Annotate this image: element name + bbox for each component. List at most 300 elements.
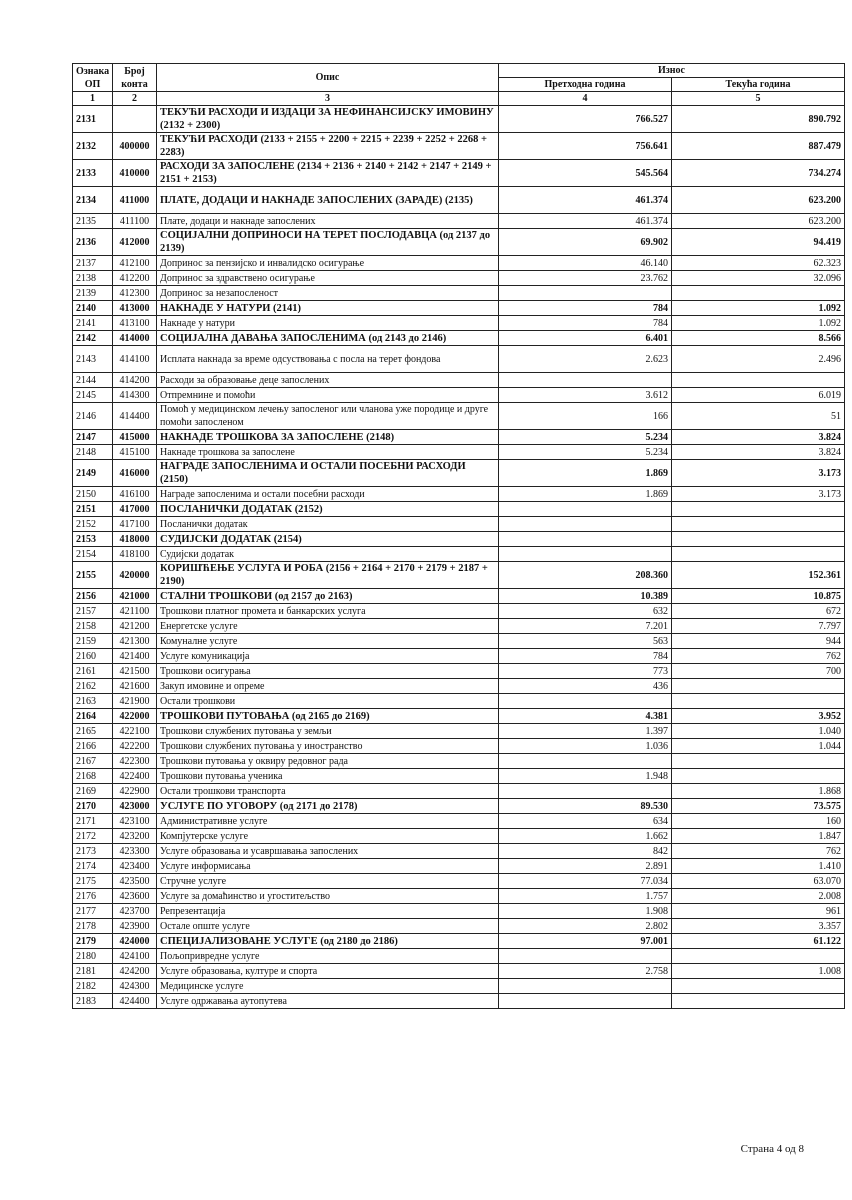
row-description: ТЕКУЋИ РАСХОДИ (2133 + 2155 + 2200 + 2215 + 2239 + 2252 + 2268 + 2283) [157,133,499,160]
row-account-number: 424000 [113,934,157,949]
header-account: Број конта [113,64,157,92]
row-description: Остале опште услуге [157,919,499,934]
row-previous-year-amount: 7.201 [499,619,672,634]
row-op-code: 2149 [73,460,113,487]
row-previous-year-amount: 5.234 [499,445,672,460]
balance-sheet [72,63,844,1009]
row-current-year-amount [672,979,845,994]
row-current-year-amount: 73.575 [672,799,845,814]
row-description: Услуге за домаћинство и угоститељство [157,889,499,904]
row-description: Услуге комуникација [157,649,499,664]
table-row [73,679,845,694]
row-current-year-amount [672,949,845,964]
row-account-number: 414200 [113,373,157,388]
table-row [73,388,845,403]
row-op-code: 2159 [73,634,113,649]
row-account-number: 413000 [113,301,157,316]
row-account-number: 414400 [113,403,157,430]
row-previous-year-amount: 1.908 [499,904,672,919]
row-op-code: 2178 [73,919,113,934]
row-previous-year-amount: 2.758 [499,964,672,979]
table-row [73,187,845,214]
table-row [73,604,845,619]
row-description: Помоћ у медицинском лечењу запосленог или чланова уже породице и друге помоћи запосленом [157,403,499,430]
row-op-code: 2138 [73,271,113,286]
row-op-code: 2176 [73,889,113,904]
row-op-code: 2170 [73,799,113,814]
table-row [73,784,845,799]
row-account-number: 412200 [113,271,157,286]
row-account-number: 423200 [113,829,157,844]
row-op-code: 2152 [73,517,113,532]
table-row [73,754,845,769]
row-account-number: 417000 [113,502,157,517]
row-current-year-amount: 8.566 [672,331,845,346]
row-op-code: 2165 [73,724,113,739]
table-row [73,889,845,904]
row-op-code: 2137 [73,256,113,271]
row-account-number: 421200 [113,619,157,634]
header-op: Ознака ОП [73,64,113,92]
table-row [73,979,845,994]
table-row [73,214,845,229]
row-description: Допринос за незапосленост [157,286,499,301]
row-op-code: 2154 [73,547,113,562]
row-current-year-amount: 94.419 [672,229,845,256]
row-description: Расходи за образовање деце запослених [157,373,499,388]
row-description: Трошкови платног промета и банкарских услуга [157,604,499,619]
row-current-year-amount: 10.875 [672,589,845,604]
row-current-year-amount [672,532,845,547]
row-account-number: 417100 [113,517,157,532]
row-previous-year-amount: 773 [499,664,672,679]
row-current-year-amount: 762 [672,649,845,664]
row-current-year-amount: 3.173 [672,460,845,487]
row-account-number: 414300 [113,388,157,403]
row-current-year-amount: 734.274 [672,160,845,187]
table-row [73,589,845,604]
row-op-code: 2143 [73,346,113,373]
row-op-code: 2134 [73,187,113,214]
table-row [73,769,845,784]
table-row [73,517,845,532]
row-op-code: 2156 [73,589,113,604]
row-current-year-amount [672,754,845,769]
row-current-year-amount: 700 [672,664,845,679]
row-description: ТРОШКОВИ ПУТОВАЊА (од 2165 до 2169) [157,709,499,724]
row-account-number [113,106,157,133]
row-op-code: 2182 [73,979,113,994]
row-op-code: 2151 [73,502,113,517]
row-op-code: 2145 [73,388,113,403]
row-current-year-amount: 762 [672,844,845,859]
row-previous-year-amount: 77.034 [499,874,672,889]
row-account-number: 423700 [113,904,157,919]
row-description: Отпремнине и помоћи [157,388,499,403]
row-op-code: 2132 [73,133,113,160]
row-account-number: 413100 [113,316,157,331]
row-account-number: 421000 [113,589,157,604]
table-row [73,160,845,187]
table-row [73,532,845,547]
row-description: КОРИШЋЕЊЕ УСЛУГА И РОБА (2156 + 2164 + 2170 + 2179 + 2187 + 2190) [157,562,499,589]
row-op-code: 2150 [73,487,113,502]
row-description: СТАЛНИ ТРОШКОВИ (од 2157 до 2163) [157,589,499,604]
row-previous-year-amount [499,784,672,799]
row-current-year-amount: 1.040 [672,724,845,739]
row-op-code: 2157 [73,604,113,619]
row-op-code: 2169 [73,784,113,799]
row-previous-year-amount: 89.530 [499,799,672,814]
row-account-number: 423000 [113,799,157,814]
row-current-year-amount: 890.792 [672,106,845,133]
table-row [73,301,845,316]
row-previous-year-amount [499,547,672,562]
row-description: Компјутерске услуге [157,829,499,844]
table-row [73,904,845,919]
table-row [73,133,845,160]
row-description: Административне услуге [157,814,499,829]
row-op-code: 2163 [73,694,113,709]
row-op-code: 2183 [73,994,113,1009]
row-previous-year-amount: 436 [499,679,672,694]
row-previous-year-amount: 2.891 [499,859,672,874]
row-current-year-amount: 1.410 [672,859,845,874]
row-previous-year-amount: 842 [499,844,672,859]
row-description: Услуге образовања, културе и спорта [157,964,499,979]
row-description: Остали трошкови [157,694,499,709]
header-current-year: Текућа година [672,78,845,92]
row-description: ПЛАТЕ, ДОДАЦИ И НАКНАДЕ ЗАПОСЛЕНИХ (ЗАРАДЕ) (2135) [157,187,499,214]
row-current-year-amount: 1.092 [672,316,845,331]
row-op-code: 2147 [73,430,113,445]
row-previous-year-amount [499,532,672,547]
table-row [73,373,845,388]
row-previous-year-amount [499,694,672,709]
row-current-year-amount [672,373,845,388]
row-description: Медицинске услуге [157,979,499,994]
row-op-code: 2180 [73,949,113,964]
row-previous-year-amount: 784 [499,316,672,331]
row-op-code: 2177 [73,904,113,919]
row-current-year-amount: 61.122 [672,934,845,949]
expenses-table [72,63,845,1009]
row-previous-year-amount: 5.234 [499,430,672,445]
row-current-year-amount [672,502,845,517]
row-current-year-amount: 3.357 [672,919,845,934]
row-description: Допринос за пензијско и инвалидско осигурање [157,256,499,271]
row-op-code: 2171 [73,814,113,829]
table-row [73,949,845,964]
row-previous-year-amount: 461.374 [499,187,672,214]
row-description: Енергетске услуге [157,619,499,634]
table-row [73,829,845,844]
row-current-year-amount [672,769,845,784]
row-description: Исплата накнада за време одсуствовања с посла на терет фондова [157,346,499,373]
row-previous-year-amount [499,949,672,964]
row-op-code: 2140 [73,301,113,316]
row-description: Допринос за здравствено осигурање [157,271,499,286]
row-op-code: 2175 [73,874,113,889]
row-description: Стручне услуге [157,874,499,889]
row-previous-year-amount: 97.001 [499,934,672,949]
row-op-code: 2133 [73,160,113,187]
row-account-number: 410000 [113,160,157,187]
row-current-year-amount [672,286,845,301]
table-row [73,859,845,874]
table-row [73,634,845,649]
row-previous-year-amount: 1.869 [499,487,672,502]
row-account-number: 422000 [113,709,157,724]
row-account-number: 422900 [113,784,157,799]
row-op-code: 2158 [73,619,113,634]
table-row [73,562,845,589]
row-account-number: 422400 [113,769,157,784]
row-previous-year-amount: 69.902 [499,229,672,256]
table-row [73,724,845,739]
row-op-code: 2166 [73,739,113,754]
column-number-5: 5 [672,92,845,106]
row-current-year-amount: 32.096 [672,271,845,286]
row-account-number: 423900 [113,919,157,934]
table-row [73,649,845,664]
row-current-year-amount: 152.361 [672,562,845,589]
row-op-code: 2153 [73,532,113,547]
row-account-number: 421400 [113,649,157,664]
header-amount: Износ [499,64,845,78]
row-op-code: 2179 [73,934,113,949]
row-account-number: 415100 [113,445,157,460]
row-account-number: 418100 [113,547,157,562]
row-current-year-amount: 887.479 [672,133,845,160]
row-account-number: 416000 [113,460,157,487]
row-current-year-amount: 51 [672,403,845,430]
row-account-number: 411000 [113,187,157,214]
row-description: Трошкови службених путовања у земљи [157,724,499,739]
row-op-code: 2173 [73,844,113,859]
table-row [73,106,845,133]
table-row [73,286,845,301]
row-description: Комуналне услуге [157,634,499,649]
row-previous-year-amount: 166 [499,403,672,430]
row-previous-year-amount: 545.564 [499,160,672,187]
row-previous-year-amount [499,373,672,388]
row-current-year-amount: 6.019 [672,388,845,403]
row-previous-year-amount: 1.662 [499,829,672,844]
row-previous-year-amount: 1.036 [499,739,672,754]
row-account-number: 421100 [113,604,157,619]
table-row [73,430,845,445]
row-description: Пољопривредне услуге [157,949,499,964]
row-description: Посланички додатак [157,517,499,532]
table-row [73,502,845,517]
row-previous-year-amount [499,994,672,1009]
row-current-year-amount: 2.008 [672,889,845,904]
row-current-year-amount [672,517,845,532]
row-previous-year-amount: 23.762 [499,271,672,286]
row-account-number: 423500 [113,874,157,889]
row-description: Трошкови путовања у оквиру редовног рада [157,754,499,769]
table-row [73,799,845,814]
row-description: Услуге одржавања аутопутева [157,994,499,1009]
row-previous-year-amount: 3.612 [499,388,672,403]
row-account-number: 421300 [113,634,157,649]
row-current-year-amount: 3.173 [672,487,845,502]
row-current-year-amount: 672 [672,604,845,619]
table-row [73,994,845,1009]
row-account-number: 422100 [113,724,157,739]
row-account-number: 412000 [113,229,157,256]
row-description: ТЕКУЋИ РАСХОДИ И ИЗДАЦИ ЗА НЕФИНАНСИЈСКУ ИМОВИНУ (2132 + 2300) [157,106,499,133]
table-row [73,919,845,934]
table-row [73,256,845,271]
row-op-code: 2142 [73,331,113,346]
row-account-number: 414000 [113,331,157,346]
row-op-code: 2139 [73,286,113,301]
row-previous-year-amount: 766.527 [499,106,672,133]
row-current-year-amount: 961 [672,904,845,919]
row-current-year-amount: 160 [672,814,845,829]
row-current-year-amount [672,994,845,1009]
row-previous-year-amount [499,502,672,517]
row-previous-year-amount: 461.374 [499,214,672,229]
table-row [73,709,845,724]
row-account-number: 422300 [113,754,157,769]
table-row [73,694,845,709]
row-account-number: 423600 [113,889,157,904]
row-op-code: 2161 [73,664,113,679]
row-current-year-amount: 3.952 [672,709,845,724]
row-account-number: 421600 [113,679,157,694]
row-op-code: 2131 [73,106,113,133]
row-previous-year-amount: 1.948 [499,769,672,784]
row-op-code: 2160 [73,649,113,664]
row-current-year-amount [672,679,845,694]
row-description: РАСХОДИ ЗА ЗАПОСЛЕНЕ (2134 + 2136 + 2140 + 2142 + 2147 + 2149 + 2151 + 2153) [157,160,499,187]
row-op-code: 2181 [73,964,113,979]
row-op-code: 2135 [73,214,113,229]
table-row [73,619,845,634]
row-description: Трошкови путовања ученика [157,769,499,784]
table-row [73,934,845,949]
row-previous-year-amount: 1.869 [499,460,672,487]
row-current-year-amount: 1.008 [672,964,845,979]
row-previous-year-amount: 6.401 [499,331,672,346]
row-previous-year-amount: 756.641 [499,133,672,160]
row-description: Услуге образовања и усавршавања запослених [157,844,499,859]
row-current-year-amount: 3.824 [672,445,845,460]
row-account-number: 412100 [113,256,157,271]
column-number-1: 1 [73,92,113,106]
table-row [73,403,845,430]
row-previous-year-amount: 208.360 [499,562,672,589]
table-row [73,664,845,679]
row-current-year-amount: 1.092 [672,301,845,316]
row-previous-year-amount [499,286,672,301]
table-row [73,739,845,754]
row-account-number: 421500 [113,664,157,679]
row-description: Накнаде у натури [157,316,499,331]
row-description: СОЦИЈАЛНИ ДОПРИНОСИ НА ТЕРЕТ ПОСЛОДАВЦА (од 2137 до 2139) [157,229,499,256]
table-row [73,445,845,460]
row-account-number: 424200 [113,964,157,979]
row-previous-year-amount: 4.381 [499,709,672,724]
row-previous-year-amount [499,754,672,769]
row-description: Услуге информисања [157,859,499,874]
row-description: Плате, додаци и накнаде запослених [157,214,499,229]
row-current-year-amount: 1.847 [672,829,845,844]
table-row [73,346,845,373]
table-row [73,547,845,562]
row-op-code: 2146 [73,403,113,430]
row-previous-year-amount: 1.757 [499,889,672,904]
row-current-year-amount: 3.824 [672,430,845,445]
row-account-number: 420000 [113,562,157,589]
row-account-number: 423400 [113,859,157,874]
row-current-year-amount: 63.070 [672,874,845,889]
row-account-number: 400000 [113,133,157,160]
row-description: Накнаде трошкова за запослене [157,445,499,460]
row-op-code: 2167 [73,754,113,769]
row-description: Трошкови службених путовања у иностранство [157,739,499,754]
row-account-number: 424300 [113,979,157,994]
row-current-year-amount [672,694,845,709]
row-previous-year-amount [499,517,672,532]
header-previous-year: Претходна година [499,78,672,92]
table-row [73,814,845,829]
row-current-year-amount: 62.323 [672,256,845,271]
row-previous-year-amount [499,979,672,994]
table-row [73,331,845,346]
column-number-4: 4 [499,92,672,106]
row-op-code: 2172 [73,829,113,844]
row-account-number: 424400 [113,994,157,1009]
row-description: Трошкови осигурања [157,664,499,679]
row-previous-year-amount: 784 [499,649,672,664]
table-row [73,316,845,331]
row-account-number: 418000 [113,532,157,547]
row-op-code: 2148 [73,445,113,460]
row-op-code: 2136 [73,229,113,256]
row-account-number: 423100 [113,814,157,829]
row-op-code: 2155 [73,562,113,589]
table-row [73,229,845,256]
header-description: Опис [157,64,499,92]
row-op-code: 2141 [73,316,113,331]
row-current-year-amount: 623.200 [672,214,845,229]
row-account-number: 424100 [113,949,157,964]
row-description: УСЛУГЕ ПО УГОВОРУ (од 2171 до 2178) [157,799,499,814]
row-op-code: 2168 [73,769,113,784]
row-previous-year-amount: 632 [499,604,672,619]
table-row [73,487,845,502]
row-previous-year-amount: 46.140 [499,256,672,271]
table-row [73,271,845,286]
row-account-number: 411100 [113,214,157,229]
row-account-number: 421900 [113,694,157,709]
table-row [73,874,845,889]
row-description: НАКНАДЕ У НАТУРИ (2141) [157,301,499,316]
row-op-code: 2144 [73,373,113,388]
row-account-number: 415000 [113,430,157,445]
row-account-number: 412300 [113,286,157,301]
row-description: ПОСЛАНИЧКИ ДОДАТАК (2152) [157,502,499,517]
row-previous-year-amount: 2.623 [499,346,672,373]
row-previous-year-amount: 784 [499,301,672,316]
row-current-year-amount: 1.868 [672,784,845,799]
table-row [73,964,845,979]
row-op-code: 2162 [73,679,113,694]
